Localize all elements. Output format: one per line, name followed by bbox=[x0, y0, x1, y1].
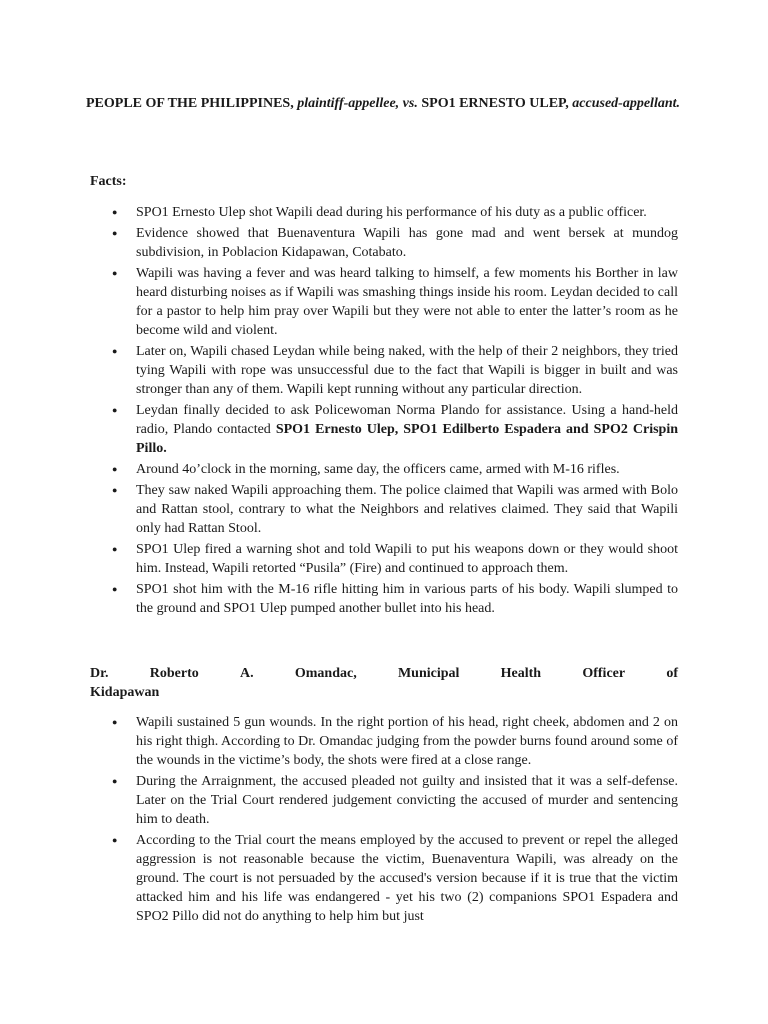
fact-item: ● They saw naked Wapili approaching them. The police claimed that Wapili was armed with Bolo and Rattan stool, contrary to what the Neighbors and relatives claimed. They said that Wapili only had Rattan Stool. bbox=[90, 481, 678, 538]
heading-word: Omandac, bbox=[294, 666, 357, 681]
health-officer-heading-line2: Kidapawan bbox=[90, 685, 160, 700]
case-title-part3: SPO1 ERNESTO ULEP, bbox=[417, 96, 573, 111]
finding-item: ● Wapili sustained 5 gun wounds. In the right portion of his head, right cheek, abdomen and 2 on his right thigh. According to Dr. Omandac judging from the powder burns found around some of the wounds in the victime’s body, the shots were fired at a close range. bbox=[90, 713, 678, 770]
fact-item: ● SPO1 Ernesto Ulep shot Wapili dead during his performance of his duty as a public officer. bbox=[90, 203, 678, 222]
fact-item: ● SPO1 Ulep fired a warning shot and told Wapili to put his weapons down or they would shoot him. Instead, Wapili retorted “Pusila” (Fire) and continued to approach them. bbox=[90, 540, 678, 578]
finding-item: ● According to the Trial court the means employed by the accused to prevent or repel the alleged aggression is not reasonable because the victim, Buenaventura Wapili, was already on the ground. The court is not persuaded by the accused's version because if it is true that the victim attacked him and his life was endangered - yet his two (2) companions SPO1 Espadera and SPO2 Pillo did not do anything to help him but just bbox=[90, 831, 678, 926]
case-title-part4: accused-appellant. bbox=[572, 96, 681, 111]
facts-list bbox=[90, 203, 678, 620]
fact-item: ● SPO1 shot him with the M-16 rifle hitting him in various parts of his body. Wapili slumped to the ground and SPO1 Ulep pumped another bullet into his head. bbox=[90, 580, 678, 618]
health-officer-heading-line1 bbox=[90, 664, 678, 683]
fact-item bbox=[90, 401, 678, 458]
fact-item: ● Later on, Wapili chased Leydan while being naked, with the help of their 2 neighbors, they tried tying Wapili with rope was unsuccessful due to the fact that Wapili is bigger in built and was stronger than any of them. Wapili kept running without any particular direction. bbox=[90, 342, 678, 399]
fact-item: ● Evidence showed that Buenaventura Wapili has gone mad and went bersek at mundog subdivision, in Poblacion Kidapawan, Cotabato. bbox=[90, 224, 678, 262]
facts-heading: Facts: bbox=[90, 174, 127, 189]
fact-item: ● Around 4o’clock in the morning, same day, the officers came, armed with M-16 rifles. bbox=[90, 460, 678, 479]
heading-word: Health bbox=[500, 666, 542, 681]
heading-word: Roberto bbox=[149, 666, 199, 681]
fact-item: ● Wapili was having a fever and was heard talking to himself, a few moments his Borther in law heard disturbing noises as if Wapili was smashing things inside his room. Leydan decided to call for a pastor to help him pray over Wapili but they were not able to enter the latter’s room as he become wild and violent. bbox=[90, 264, 678, 340]
heading-word: of bbox=[666, 666, 678, 681]
case-title-part1: PEOPLE OF THE PHILIPPINES, bbox=[85, 96, 298, 111]
finding-item: ● During the Arraignment, the accused pleaded not guilty and insisted that it was a self-defense. Later on the Trial Court rendered judgement convicting the accused of murder and sentencing him to death. bbox=[90, 772, 678, 829]
heading-word: Officer bbox=[582, 666, 626, 681]
health-officer-findings-list bbox=[90, 713, 678, 928]
health-officer-heading bbox=[90, 664, 678, 702]
heading-word: A. bbox=[240, 666, 254, 681]
heading-word: Dr. bbox=[90, 666, 109, 681]
case-title-part2: plaintiff-appellee, vs. bbox=[297, 96, 418, 111]
fact-item-officers: SPO1 Ernesto Ulep, SPO1 Edilberto Espadera and SPO2 Crispin Pillo. bbox=[136, 422, 679, 456]
fact-item-text: Leydan finally decided to ask Policewoman Norma Plando for assistance. Using a hand-held radio, Plando contacted bbox=[136, 403, 678, 437]
heading-word: Municipal bbox=[397, 666, 460, 681]
case-title bbox=[84, 94, 682, 113]
